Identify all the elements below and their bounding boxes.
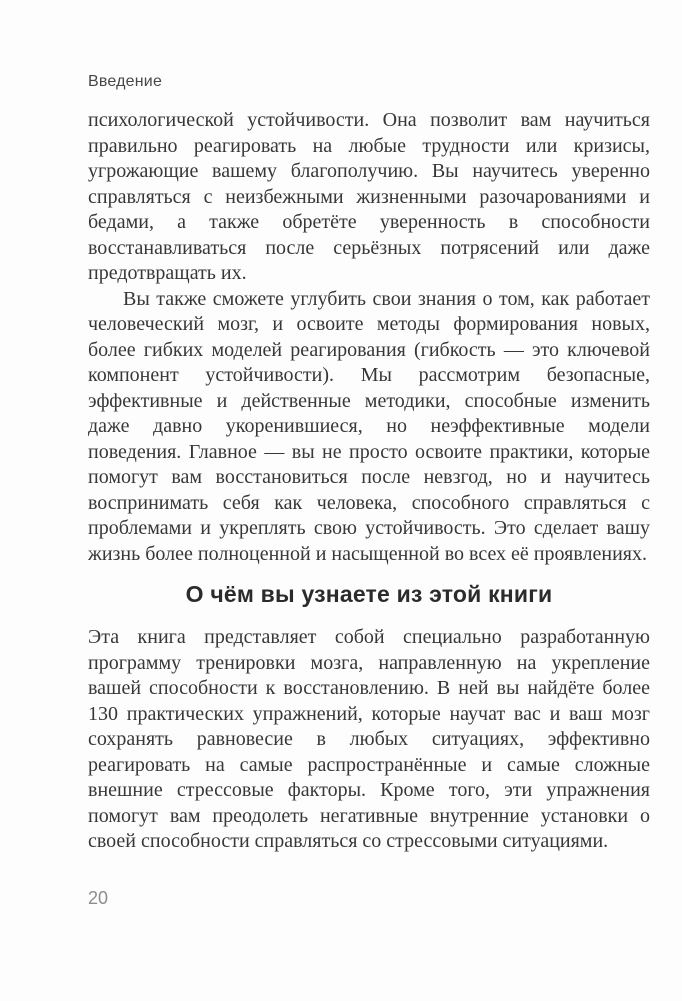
paragraph: Эта книга представляет собой специально разработанную программу тренировки мозга, направленную на укрепление вашей способности к восстановлению. В ней вы найдёте более 130 практических упражнений, которые научат вас и ваш мозг сохранять равновесие в любых ситуациях, эффективно реагировать на самые распространённые и самые сложные внешние стрессовые факторы. Кроме того, эти упражнения помогут вам преодолеть негативные внутренние установки о своей способности справляться со стрессовыми ситуациями. <box>88 626 650 852</box>
page-number: 20 <box>88 888 109 908</box>
running-header: Введение <box>88 73 163 90</box>
paragraph: Вы также сможете углубить свои знания о том, как работает человеческий мозг, и освоите методы формирования новых, более гибких моделей реагирования (гибкость — это ключевой компонент устойчивости). Мы рассмотрим безопасные, эффективные и действенные методики, способные изменить даже давно укоренившиеся, но неэффективные модели поведения. Главное — вы не просто освоите практики, которые помогут вам восстановиться после невзгод, но и научитесь воспринимать себя как человека, способного справляться с проблемами и укреплять свою устойчивость. Это сделает вашу жизнь более полноценной и насыщенной во всех её проявлениях. <box>88 287 650 565</box>
paragraph-continuation: психологической устойчивости. Она позволит вам научиться правильно реагировать на любые трудности или кризисы, угрожающие вашему благополучию. Вы научитесь уверенно справляться с неизбежными жизненными разочарованиями и бедами, а также обретёте уверенность в способности восстанавливаться после серьёзных потрясений или даже предотвращать их. <box>88 109 650 284</box>
page-body <box>88 108 650 855</box>
section-heading: О чём вы узнаете из этой книги <box>185 581 553 607</box>
